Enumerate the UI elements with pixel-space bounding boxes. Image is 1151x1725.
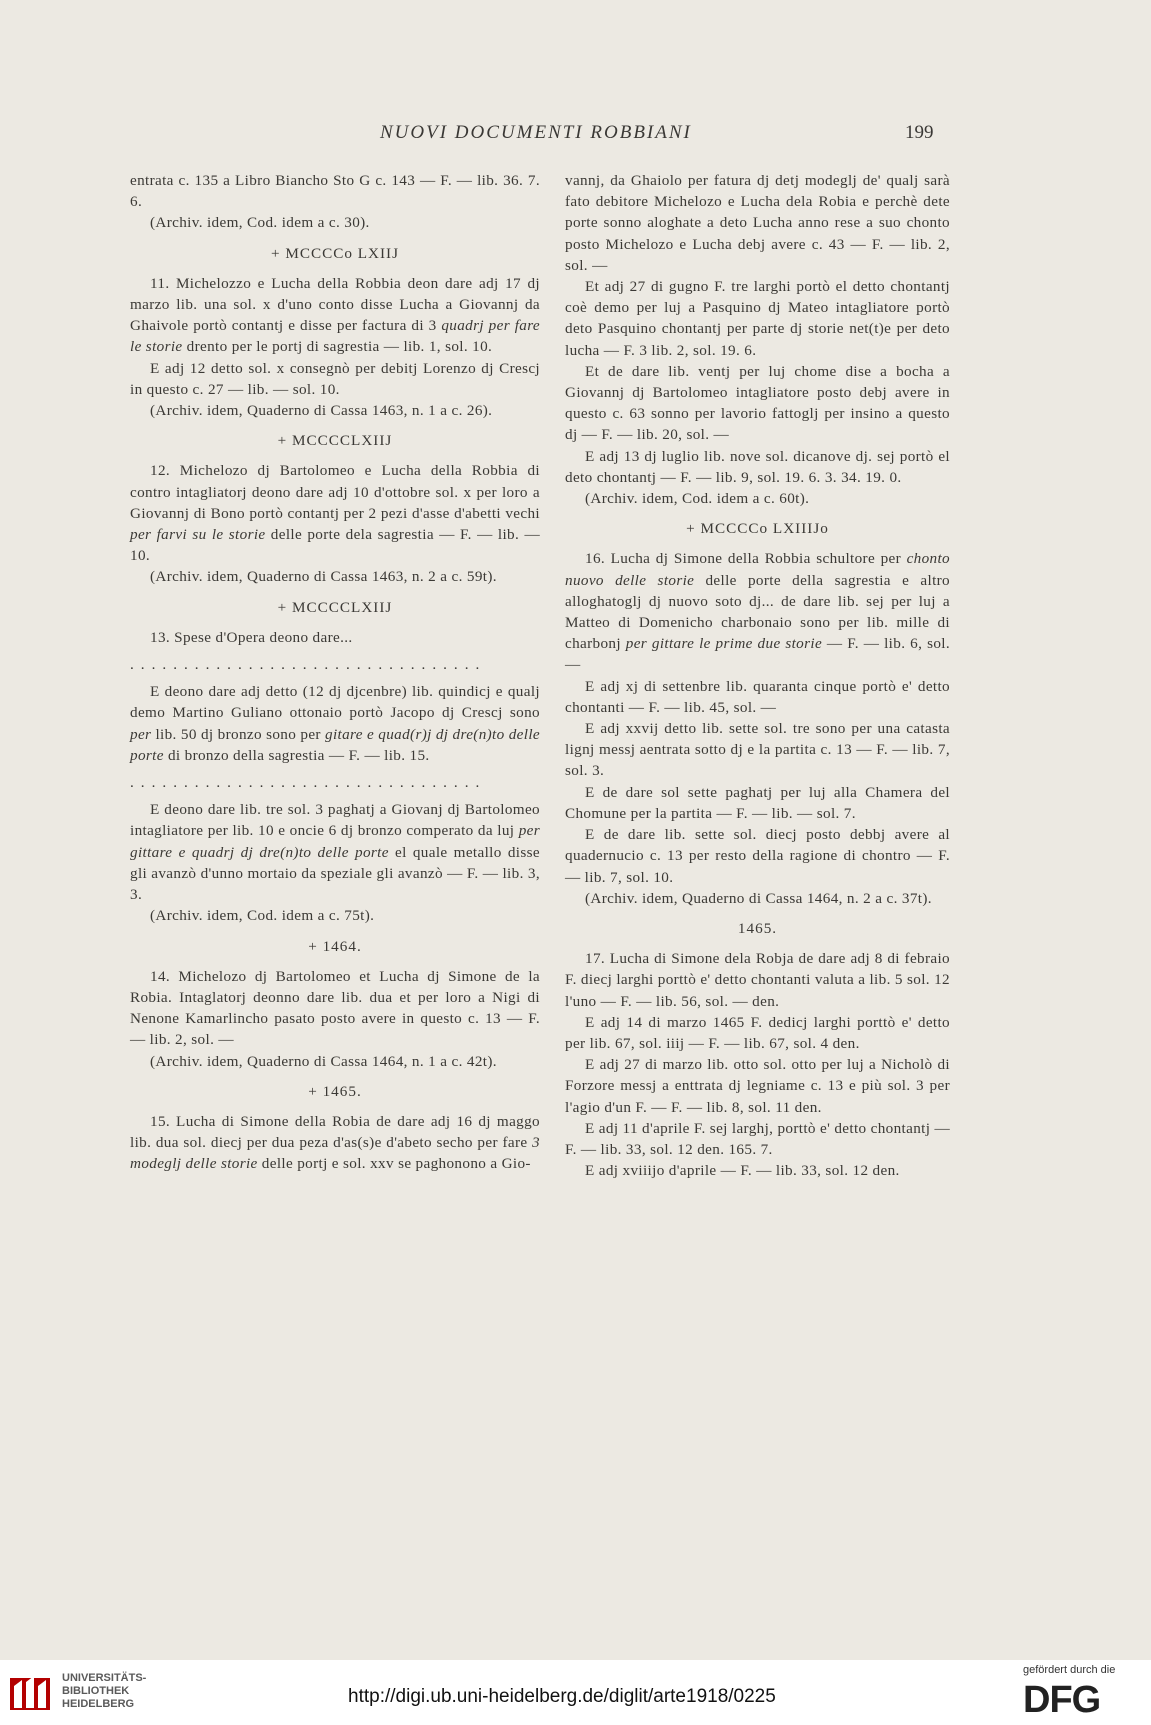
paragraph: E adj 13 dj luglio lib. nove sol. dicanove dj. sej portò el deto chontantj — F. — lib. 9, sol. 19. 6. 3. 34. 19. 0. <box>565 447 950 486</box>
page-number: 199 <box>905 122 934 143</box>
paragraph: 14. Michelozo dj Bartolomeo et Lucha dj Simone de la Robia. Intaglatorj deonno dare lib. dua et per loro a Nigi di Nenone Kamarlincho pasato posto avere in questo c. 13 — F. — lib. 2, sol. — <box>130 967 540 1049</box>
library-name-line1: UNIVERSITÄTS- <box>62 1672 147 1684</box>
paragraph: E adj 14 di marzo 1465 F. dedicj larghi porttò e' detto per lib. 67, sol. iiij — F. — lib. 67, sol. 4 den. <box>565 1013 950 1052</box>
library-name-line2: BIBLIOTHEK <box>62 1685 130 1697</box>
paragraph: E adj 11 d'aprile F. sej larghj, porttò e' detto chontantj — F. — lib. 33, sol. 12 den. 165. 7. <box>565 1119 950 1158</box>
library-name-line3: HEIDELBERG <box>62 1698 135 1710</box>
ellipsis-separator: ................................. <box>130 774 487 792</box>
footer-bar <box>0 1660 1151 1725</box>
section-heading: + 1464. <box>308 937 362 955</box>
paragraph: E de dare sol sette paghatj per luj alla Chamera del Chomune per la partita — F. — lib. — sol. 7. <box>565 783 950 822</box>
paragraph: E adj 27 di marzo lib. otto sol. otto per luj a Nicholò di Forzore messj a enttrata dj legniame c. 13 e più sol. 3 per l'agio d'un F. — F. — lib. 8, sol. 11 den. <box>565 1056 950 1116</box>
paragraph: E de dare lib. sette sol. diecj posto debbj avere al quadernucio c. 13 per resto della ragione di chontro — F. — lib. 7, sol. 10. <box>565 826 950 886</box>
paragraph: E deono dare adj detto (12 dj djcenbre) lib. quindicj e qualj demo Martino Guliano ottonaio portò Jacopo dj Crescj sono per lib. 50 dj bronzo sono per gitare e quad(r)j dj dre(n)to delle porte di bronzo della sagrestia — F. — lib. 15. <box>130 683 541 764</box>
archive-citation: (Archiv. idem, Cod. idem a c. 30). <box>150 214 370 232</box>
section-heading: + MCCCCLXIIJ <box>277 432 393 450</box>
paragraph: 13. Spese d'Opera deono dare... <box>150 628 353 646</box>
permalink-url[interactable]: http://digi.ub.uni-heidelberg.de/diglit/arte1918/0225 <box>348 1686 776 1707</box>
section-heading: 1465. <box>737 919 778 937</box>
archive-citation: (Archiv. idem, Quaderno di Cassa 1464, n. 1 a c. 42t). <box>150 1052 497 1070</box>
paragraph: E adj xxvij detto lib. sette sol. tre sono per una catasta lignj messj aentrata sotto dj e la partita c. 13 — F. — lib. 7, sol. 3. <box>565 720 950 780</box>
paragraph: Et de dare lib. ventj per luj chome dise a bocha a Giovannj dj Bartolomeo intagliatore posto debj avere in questo c. 63 sonno per lavorio fattoglj per insino a questo dj — F. — lib. 20, sol. — <box>565 362 950 444</box>
right-text-column <box>565 170 950 1181</box>
funding-label: gefördert durch die <box>1023 1664 1116 1676</box>
archive-citation: (Archiv. idem, Cod. idem a c. 60t). <box>585 490 810 508</box>
archive-citation: (Archiv. idem, Quaderno di Cassa 1463, n. 2 a c. 59t). <box>150 568 497 586</box>
paragraph: 17. Lucha di Simone dela Robja de dare adj 8 di febraio F. diecj larghi porttò e' detto chontanti valuta a lib. 5 sol. 12 l'uno — F. — lib. 56, sol. — den. <box>565 950 950 1010</box>
section-heading: + 1465. <box>308 1082 362 1100</box>
library-name <box>62 1672 146 1711</box>
ellipsis-separator: ................................. <box>130 656 487 674</box>
paragraph: E deono dare lib. tre sol. 3 paghatj a Giovanj dj Bartolomeo intagliatore per lib. 10 e oncie 6 dj bronzo comperato da luj per gittare e quadrj dj dre(n)to delle porte el quale metallo disse gli avanzò d'unno mortaio da speziale gli avanzò — F. — lib. 3, 3. <box>130 801 540 904</box>
paragraph: entrata c. 135 a Libro Biancho Sto G c. 143 — F. — lib. 36. 7. 6. <box>130 172 540 211</box>
paragraph: 16. Lucha dj Simone della Robbia schultore per chonto nuovo delle storie delle porte della sagrestia e altro alloghatoglj dj nuovo soto dj... de dare lib. sej per luj a Matteo di Domenicho charbonaio sono per lib. mille di charbonj per gittare le prime due storie — F. — lib. 6, sol. — <box>565 550 950 674</box>
section-heading: + MCCCCo LXIIIJo <box>686 520 829 538</box>
archive-citation: (Archiv. idem, Quaderno di Cassa 1464, n. 2 a c. 37t). <box>585 889 932 907</box>
paragraph: E adj 12 detto sol. x consegnò per debitj Lorenzo dj Crescj in questo c. 27 — lib. — sol. 10. <box>130 359 540 398</box>
archive-citation: (Archiv. idem, Quaderno di Cassa 1463, n. 1 a c. 26). <box>150 402 493 420</box>
section-heading: + MCCCCLXIIJ <box>277 598 393 616</box>
running-header-title: NUOVI DOCUMENTI ROBBIANI <box>380 122 692 143</box>
left-text-column <box>130 170 540 1175</box>
paragraph: vannj, da Ghaiolo per fatura dj detj modeglj de' qualj sarà fato debitore Michelozo e Lucha dela Robia e perchè dete porte sonno aloghate a deto Lucha anno rese a suo chonto posto Michelozo e Lucha debj avere c. 43 — F. — lib. 2, sol. — <box>565 172 950 274</box>
university-seal-icon <box>8 1672 52 1712</box>
section-heading: + MCCCCo LXIIJ <box>270 244 400 262</box>
paragraph: 11. Michelozzo e Lucha della Robbia deon dare adj 17 dj marzo lib. una sol. x d'uno conto disse Lucha a Giovannj da Ghaivole portò contantj e disse per factura di 3 quadrj per fare le storie drento per le portj di sagrestia — lib. 1, sol. 10. <box>130 274 540 356</box>
paragraph: Et adj 27 di gugno F. tre larghi portò el detto chontantj coè demo per luj a Pasquino dj Mateo intagliatore portò deto Pasquino chontantj per parte dj storie net(t)e per deto lucha — F. 3 lib. 2, sol. 19. 6. <box>565 278 950 359</box>
paragraph: E adj xviiijo d'aprile — F. — lib. 33, sol. 12 den. <box>585 1162 900 1180</box>
paragraph: 12. Michelozo dj Bartolomeo e Lucha della Robbia di contro intagliatorj deono dare adj 10 d'ottobre sol. x per loro a Giovannj di Bono portò contantj per 2 pezi d'asse d'abetti vechi per farvi su le storie delle porte dela sagrestia — F. — lib. — 10. <box>130 462 540 565</box>
dfg-logo: DFG <box>1023 1679 1101 1721</box>
paragraph: E adj xj di settenbre lib. quaranta cinque portò e' detto chontanti — F. — lib. 45, sol. — <box>565 677 950 716</box>
paragraph: 15. Lucha di Simone della Robia de dare adj 16 dj maggo lib. dua sol. diecj per dua peza d'as(s)e d'abeto secho per fare 3 modeglj delle storie delle portj e sol. xxv se paghonono a Gio- <box>130 1112 540 1173</box>
archive-citation: (Archiv. idem, Cod. idem a c. 75t). <box>150 907 375 925</box>
